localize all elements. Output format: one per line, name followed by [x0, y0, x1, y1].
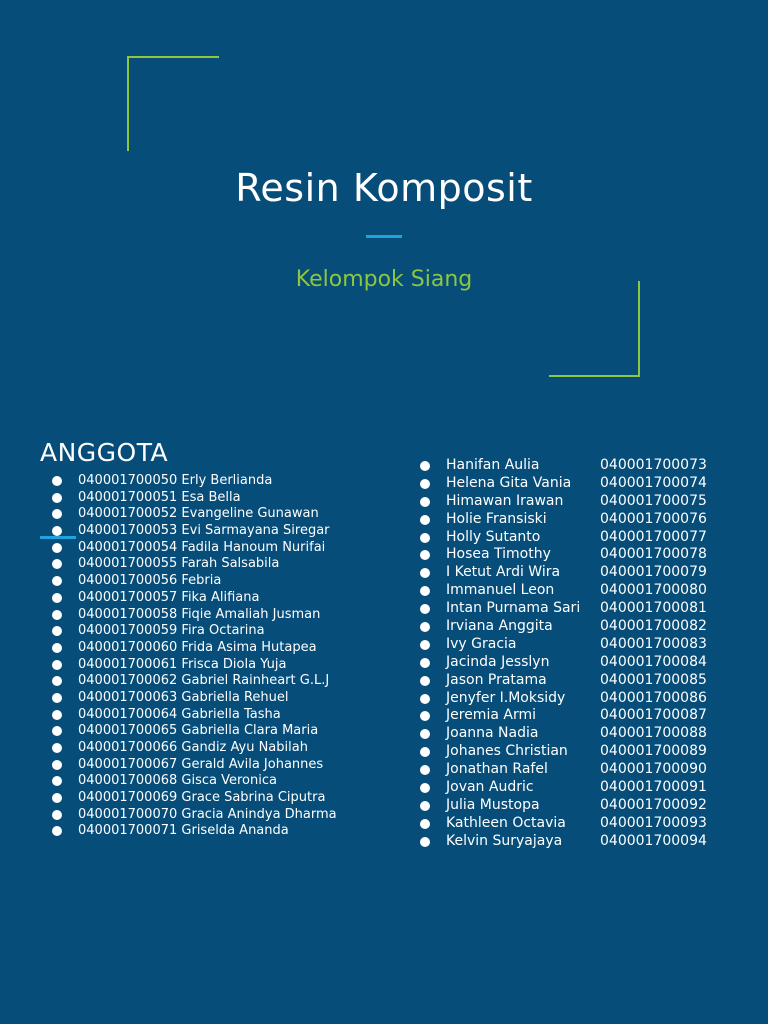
- member-name: Fadila Hanoum Nurifai: [181, 539, 326, 555]
- member-entry: [78, 757, 323, 774]
- member-id: 040001700070: [78, 806, 178, 822]
- bullet-icon: [52, 543, 62, 553]
- member-id: 040001700063: [78, 689, 178, 705]
- bullet-icon: [420, 676, 430, 686]
- member-name: Gerald Avila Johannes: [181, 756, 324, 772]
- member-name: Holly Sutanto: [446, 528, 541, 545]
- bullet-icon: [52, 610, 62, 620]
- member-id: 040001700074: [600, 474, 707, 491]
- member-entry: [78, 773, 277, 790]
- member-entry: [78, 506, 319, 523]
- bullet-icon: [420, 533, 430, 543]
- member-id: 040001700067: [78, 756, 178, 772]
- member-id: 040001700093: [600, 814, 707, 831]
- member-entry: [78, 607, 320, 624]
- member-id: 040001700071: [78, 823, 178, 839]
- member-name: Grace Sabrina Ciputra: [181, 790, 326, 806]
- member-name: Fika Alifiana: [181, 589, 260, 605]
- bullet-icon: [420, 658, 430, 668]
- member-name: Kelvin Suryajaya: [446, 832, 563, 849]
- member-entry: [78, 807, 337, 824]
- member-id: 040001700089: [600, 743, 707, 760]
- member-name: Jacinda Jesslyn: [446, 653, 550, 670]
- member-name: Evangeline Gunawan: [181, 506, 319, 522]
- member-entry: [78, 473, 272, 490]
- member-entry: [78, 573, 221, 590]
- member-name: Gisca Veronica: [181, 773, 277, 789]
- member-name: Jonathan Rafel: [446, 761, 548, 778]
- member-id: 040001700050: [78, 473, 178, 488]
- member-name: Julia Mustopa: [446, 796, 540, 813]
- bullet-icon: [420, 765, 430, 775]
- member-name: Ivy Gracia: [446, 635, 517, 652]
- member-name: Intan Purnama Sari: [446, 600, 581, 617]
- member-entry: [78, 690, 289, 707]
- bullet-icon: [420, 568, 430, 578]
- title-accent-line: [366, 235, 402, 238]
- member-id: 040001700054: [78, 539, 178, 555]
- member-name: Evi Sarmayana Siregar: [181, 523, 330, 539]
- member-name: Helena Gita Vania: [446, 474, 572, 491]
- bullet-icon: [52, 793, 62, 803]
- member-name: Johanes Christian: [446, 743, 568, 760]
- bullet-icon: [420, 497, 430, 507]
- bullet-icon: [52, 576, 62, 586]
- heading-accent-line: [40, 536, 76, 539]
- member-id: 040001700077: [600, 528, 707, 545]
- bullet-icon: [52, 526, 62, 536]
- bullet-icon: [52, 476, 62, 486]
- member-id: 040001700056: [78, 573, 178, 589]
- member-entry: [78, 556, 279, 573]
- member-name: Holie Fransiski: [446, 510, 547, 527]
- member-id: 040001700081: [600, 600, 707, 617]
- member-id: 040001700091: [600, 779, 707, 796]
- member-name: Gandiz Ayu Nabilah: [181, 740, 308, 755]
- member-entry: [78, 523, 330, 540]
- member-name: Gabriel Rainheart G.L.J: [181, 673, 330, 689]
- bullet-icon: [52, 776, 62, 786]
- page-title: Resin Komposit: [235, 166, 533, 210]
- bullet-icon: [52, 743, 62, 753]
- member-id: 040001700058: [78, 606, 178, 622]
- member-id: 040001700075: [600, 492, 707, 509]
- member-entry: [78, 823, 289, 840]
- member-entry: [78, 490, 241, 507]
- member-id: 040001700064: [78, 706, 178, 722]
- bullet-icon: [420, 711, 430, 721]
- member-id: 040001700053: [78, 523, 178, 539]
- member-entry: [78, 623, 265, 640]
- bullet-icon: [52, 593, 62, 603]
- member-name: Hosea Timothy: [446, 546, 551, 563]
- member-id: 040001700087: [600, 707, 707, 724]
- member-name: Kathleen Octavia: [446, 814, 566, 831]
- member-id: 040001700092: [600, 796, 707, 813]
- page-subtitle: Kelompok Siang: [295, 267, 473, 292]
- bullet-icon: [420, 550, 430, 560]
- member-id: 040001700094: [600, 832, 707, 849]
- member-id: 040001700069: [78, 790, 178, 806]
- member-name: I Ketut Ardi Wira: [446, 564, 561, 581]
- member-entry: [78, 640, 317, 657]
- member-entry: [78, 740, 308, 757]
- member-name: Farah Salsabila: [181, 556, 280, 572]
- member-id: 040001700060: [78, 639, 178, 655]
- bullet-icon: [420, 747, 430, 757]
- member-name: Joanna Nadia: [446, 725, 539, 742]
- frame-bottom-right-horizontal: [549, 375, 640, 377]
- member-id: 040001700079: [600, 564, 707, 581]
- bullet-icon: [420, 461, 430, 471]
- bullet-icon: [52, 509, 62, 519]
- member-name: Jason Pratama: [446, 671, 547, 688]
- bullet-icon: [52, 626, 62, 636]
- bullet-icon: [420, 801, 430, 811]
- member-id: 040001700084: [600, 653, 707, 670]
- bullet-icon: [52, 493, 62, 503]
- frame-top-left-vertical: [127, 56, 129, 151]
- member-id: 040001700065: [78, 723, 178, 739]
- member-name: Jeremia Armi: [446, 707, 536, 724]
- bullet-icon: [52, 826, 62, 836]
- member-id: 040001700073: [600, 457, 707, 473]
- bullet-icon: [52, 559, 62, 569]
- member-id: 040001700076: [600, 510, 707, 527]
- frame-top-left-horizontal: [127, 56, 219, 58]
- member-entry: [78, 540, 325, 557]
- bullet-icon: [420, 819, 430, 829]
- member-id: 040001700057: [78, 589, 178, 605]
- member-name: Gabriella Clara Maria: [181, 723, 319, 739]
- bullet-icon: [52, 676, 62, 686]
- frame-bottom-right-vertical: [638, 281, 640, 377]
- member-name: Febria: [181, 573, 222, 589]
- members-heading: ANGGOTA: [40, 438, 169, 467]
- member-id: 040001700085: [600, 671, 707, 688]
- bullet-icon: [420, 640, 430, 650]
- member-id: 040001700088: [600, 725, 707, 742]
- bullet-icon: [420, 622, 430, 632]
- bullet-icon: [420, 604, 430, 614]
- member-name: Erly Berlianda: [181, 473, 273, 488]
- member-name: Fiqie Amaliah Jusman: [181, 606, 321, 622]
- member-id: 040001700080: [600, 582, 707, 599]
- bullet-icon: [420, 694, 430, 704]
- member-name: Jenyfer I.Moksidy: [446, 689, 566, 706]
- member-entry: [78, 790, 325, 807]
- bullet-icon: [420, 515, 430, 525]
- member-id: 040001700059: [78, 623, 178, 639]
- member-name: Frida Asima Hutapea: [181, 639, 317, 655]
- member-id: 040001700068: [78, 773, 178, 789]
- member-name: Gracia Anindya Dharma: [181, 806, 337, 822]
- bullet-icon: [420, 729, 430, 739]
- bullet-icon: [420, 479, 430, 489]
- member-name: Hanifan Aulia: [446, 457, 540, 473]
- member-name: Griselda Ananda: [181, 823, 289, 839]
- member-entry: [78, 723, 318, 740]
- bullet-icon: [52, 643, 62, 653]
- member-entry: [78, 657, 286, 674]
- bullet-icon: [52, 710, 62, 720]
- bullet-icon: [52, 810, 62, 820]
- bullet-icon: [52, 693, 62, 703]
- member-entry: [78, 707, 281, 724]
- bullet-icon: [420, 837, 430, 847]
- member-id: 040001700061: [78, 656, 178, 672]
- member-id: 040001700055: [78, 556, 178, 572]
- member-id: 040001700052: [78, 506, 178, 522]
- member-name: Himawan Irawan: [446, 492, 564, 509]
- member-entry: [78, 590, 259, 607]
- member-name: Gabriella Rehuel: [181, 689, 289, 705]
- bullet-icon: [420, 783, 430, 793]
- member-name: Esa Bella: [181, 489, 241, 505]
- member-name: Irviana Anggita: [446, 618, 553, 635]
- member-name: Frisca Diola Yuja: [181, 656, 287, 672]
- member-id: 040001700051: [78, 489, 178, 505]
- bullet-icon: [52, 760, 62, 770]
- member-name: Immanuel Leon: [446, 582, 555, 599]
- member-entry: [78, 673, 329, 690]
- member-id: 040001700066: [78, 740, 178, 755]
- member-id: 040001700083: [600, 635, 707, 652]
- bullet-icon: [420, 586, 430, 596]
- member-id: 040001700078: [600, 546, 707, 563]
- member-id: 040001700090: [600, 761, 707, 778]
- member-name: Gabriella Tasha: [181, 706, 281, 722]
- member-name: Fira Octarina: [181, 623, 265, 639]
- bullet-icon: [52, 726, 62, 736]
- member-name: Jovan Audric: [446, 779, 534, 796]
- member-id: 040001700082: [600, 618, 707, 635]
- bullet-icon: [52, 660, 62, 670]
- member-id: 040001700086: [600, 689, 707, 706]
- member-id: 040001700062: [78, 673, 178, 689]
